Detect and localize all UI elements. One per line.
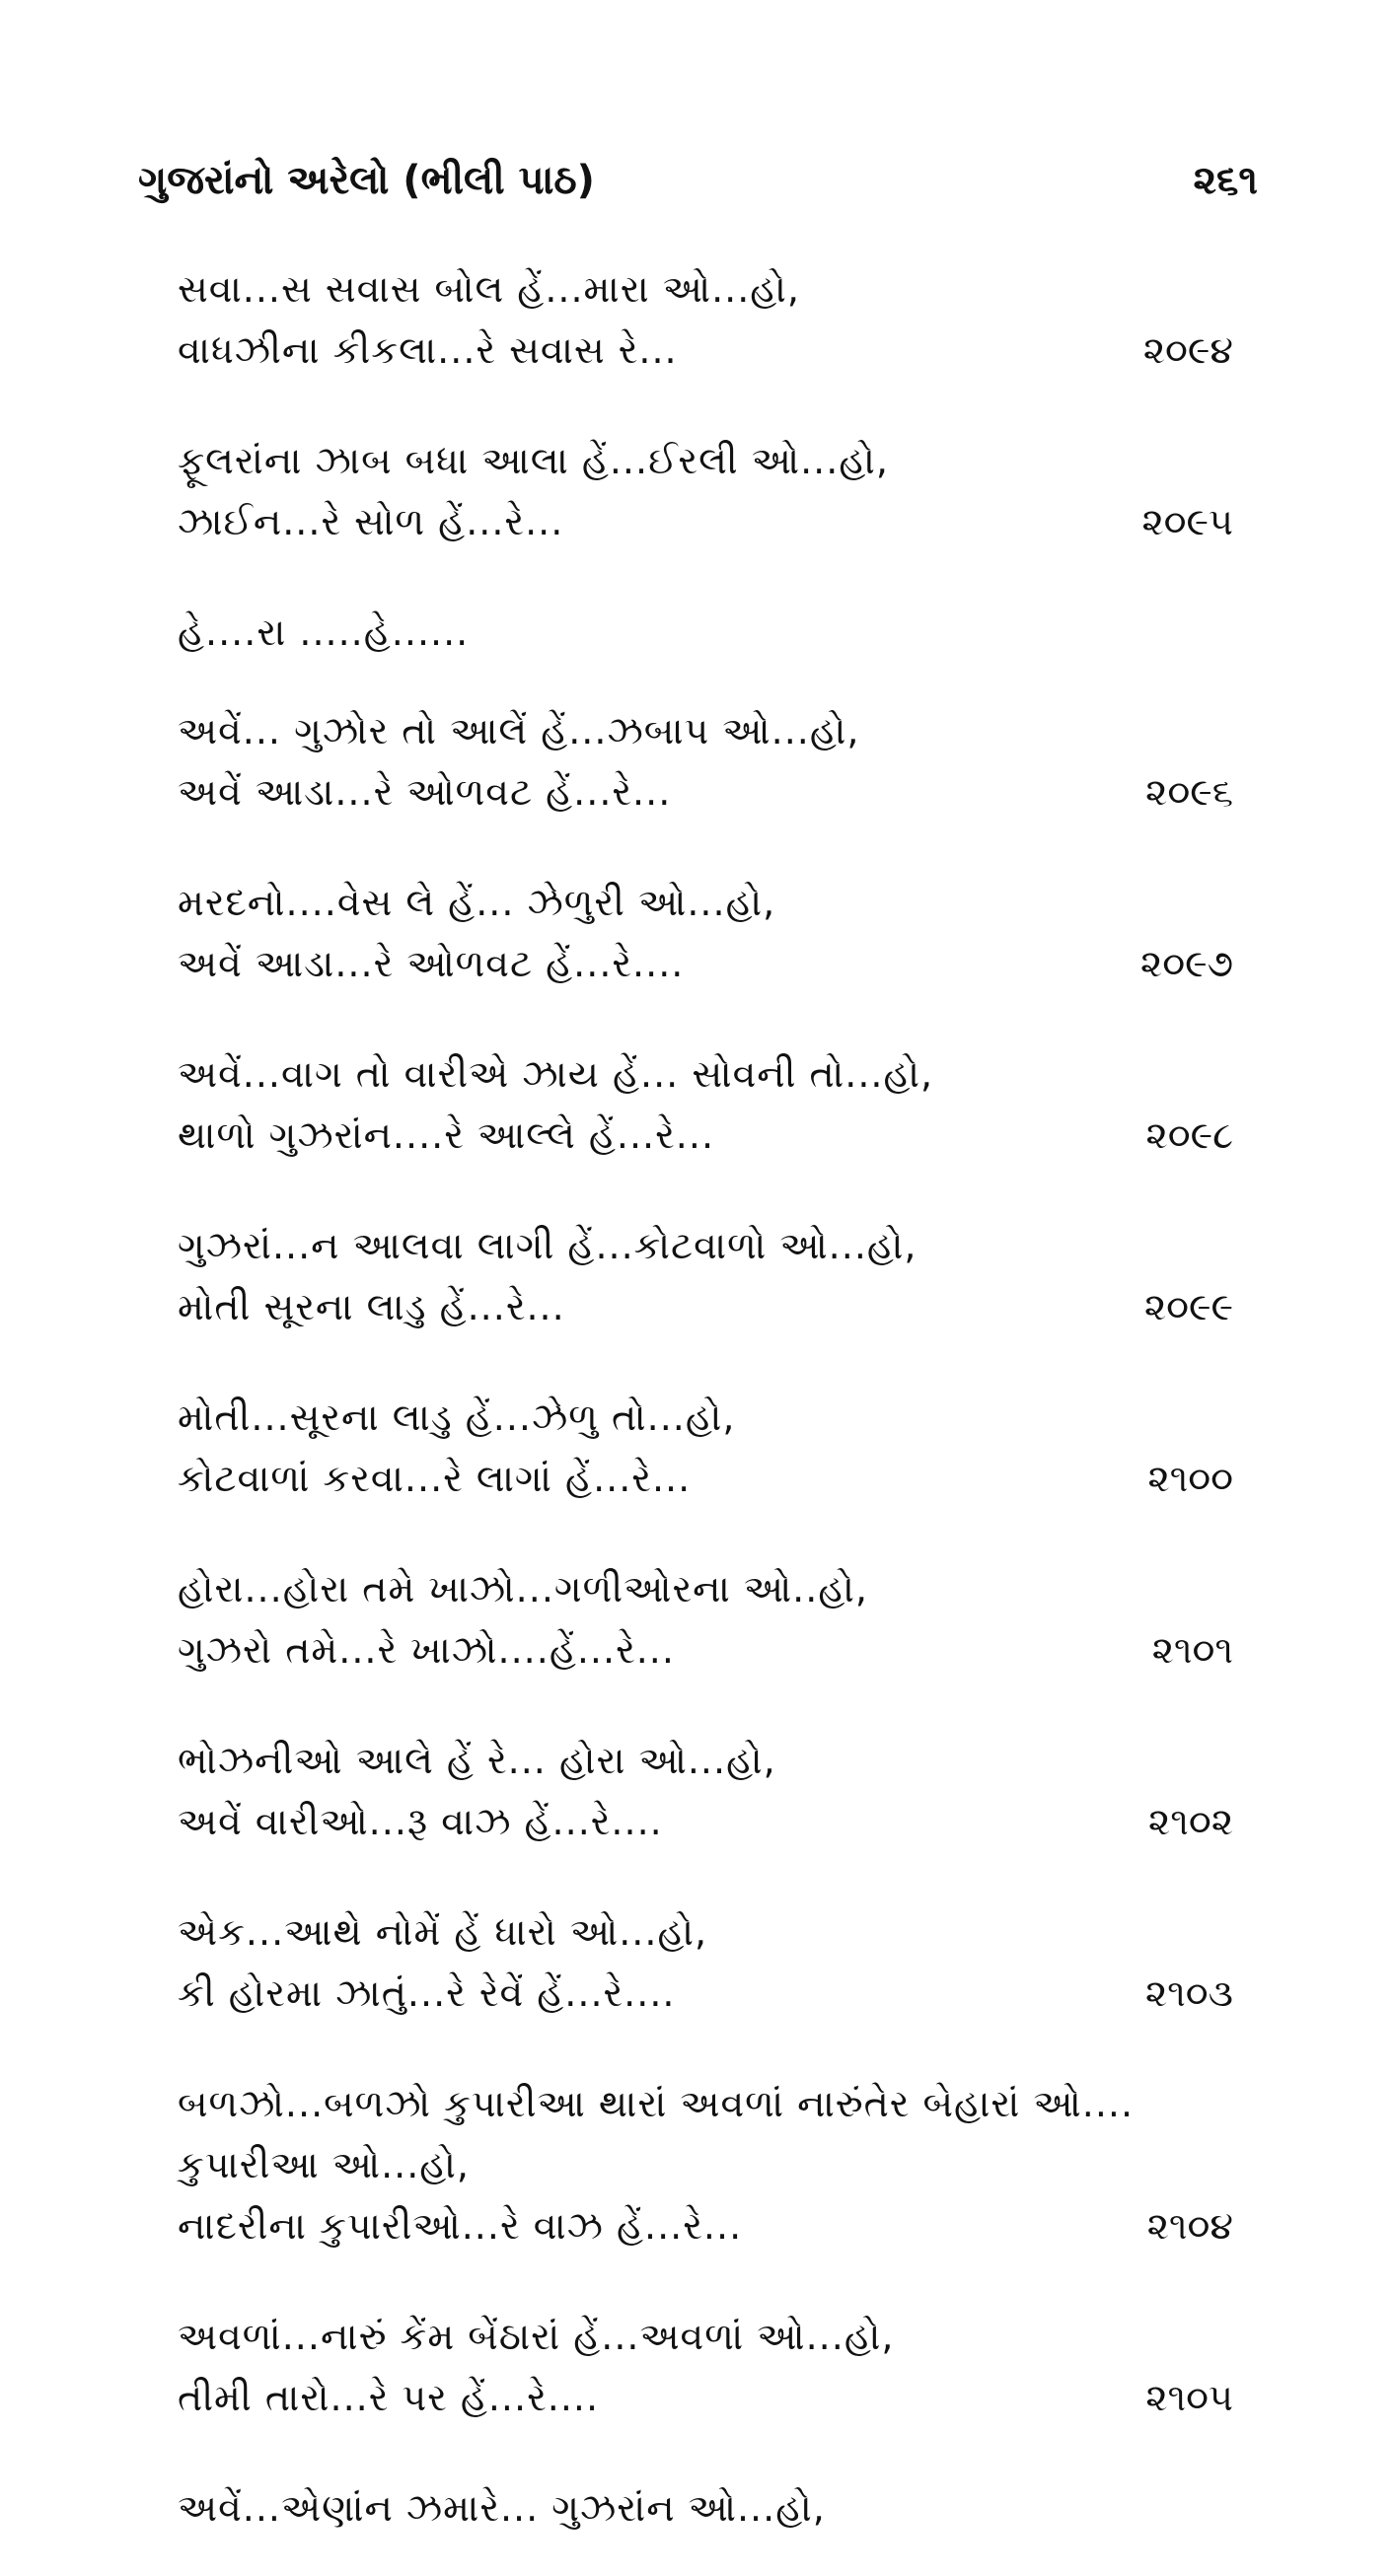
verse-number: ૨૧૦૩ [1144,1971,1233,2015]
stanza [178,700,1233,823]
stanza [178,1043,1233,1166]
verse-line: અવેં વારીઓ...રૂ વાઝ હેં...રે.... [178,1800,663,1843]
verse-line: અવળાં...નારું કેંમ બેંઠારાં હેં...અવળાં ઓ...હો, [178,2315,895,2358]
verse-line: ગુઝરાં...ન આલવા લાગી હેં...કોટવાળો ઓ...હો, [178,1224,917,1267]
stanza [178,2306,1233,2428]
verse-line: હોરા...હોરા તમે ખાઝો...ગળીઓરના ઓ..હો, [178,1567,868,1610]
verse-line: મોતી સૂરના લાડુ હેં...રે... [178,1285,565,1328]
verse-line: ઝાઈન...રે સોળ હેં...રે... [178,500,564,543]
verse-line: હે....રા .....હે...... [178,610,470,654]
verse-line: મરદનો....વેસ લે હેં... ઝેળુરી ઓ...હો, [178,881,776,924]
verse-line: તીમી તારો...રે પર હેં...રે.... [178,2376,600,2419]
verse-line: અવેં આડા...રે ઓળવટ હેં...રે... [178,770,672,814]
verse-line: ગુઝરો તમે...રે ખાઝો....હેં...રે... [178,1628,675,1672]
verse-number: ૨૦૯૭ [1139,942,1233,985]
stanza [178,1901,1233,2024]
verse-line: અવેં...એણાંન ઝમારે... ગુઝરાંન ઓ...હો, [178,2486,826,2530]
verse-line: અવેં...વાગ તો વારીએ ઝાય હેં... સોવની તો...હો, [178,1052,934,1096]
verse-number: ૨૧૦૦ [1147,1457,1233,1500]
verse-line: વાધઝીના કીકલા...રે સવાસ રે... [178,328,678,372]
verse-line: નાદરીના કુપારીઓ...રે વાઝ હેં...રે... [178,2204,743,2248]
stanza [178,430,1233,552]
verse-number: ૨૦૯૪ [1142,328,1233,372]
verse-number: ૨૦૯૮ [1145,1113,1233,1157]
stanza [178,1730,1233,1852]
verse-number: ૨૦૯૯ [1143,1285,1233,1328]
page-header [138,158,1258,217]
stanza [178,1215,1233,1337]
stanza [178,258,1233,381]
stanza [178,872,1233,994]
verse-line: એક...આથે નોમેં હેં ધારો ઓ...હો, [178,1910,708,1954]
verse-line: અવેં... ગુઝોર તો આલેં હેં...ઝબાપ ઓ...હો, [178,709,860,752]
verse-line: ફૂલરાંના ઝાબ બધા આલા હેં...ઈરલી ઓ...હો, [178,439,889,482]
page-number: ૨૬૧ [1193,158,1258,203]
verse-number: ૨૦૯૫ [1141,500,1233,543]
verse-number: ૨૦૯૬ [1145,770,1233,814]
stanza [178,1558,1233,1681]
verse-line: મોતી...સૂરના લાડુ હેં...ઝેળુ તો...હો, [178,1395,736,1439]
stanza [178,2477,1233,2539]
verse-number: ૨૧૦૨ [1147,1800,1233,1843]
poem-body [178,258,1233,2576]
verse-line: સવા...સ સવાસ બોલ હેં...મારા ઓ...હો, [178,267,800,311]
verse-number: ૨૧૦૧ [1151,1628,1233,1672]
verse-line: કોટવાળાં કરવા...રે લાગાં હેં...રે... [178,1457,692,1500]
verse-line: અવેં આડા...રે ઓળવટ હેં...રે.... [178,942,685,985]
verse-line: બળઝો...બળઝો કુપારીઆ થારાં અવળાં નારુંતેર બેહારાં ઓ.... [178,2082,1135,2125]
verse-number: ૨૧૦૫ [1145,2376,1233,2419]
running-title: ગુજરાંનો અરેલો (ભીલી પાઠ) [138,158,595,203]
stanza [178,1387,1233,1509]
verse-line: ભોઝનીઓ આલે હેં રે... હોરા ઓ...હો, [178,1739,776,1782]
verse-line: થાળો ગુઝરાંન....રે આલ્લે હેં...રે... [178,1113,715,1157]
stanza [178,602,1233,663]
verse-line: કુપારીઆ ઓ...હો, [178,2143,470,2186]
verse-number: ૨૧૦૪ [1146,2204,1233,2248]
verse-line: કી હોરમા ઝાતું...રે રેવેં હેં...રે.... [178,1971,676,2015]
stanza [178,2073,1233,2256]
